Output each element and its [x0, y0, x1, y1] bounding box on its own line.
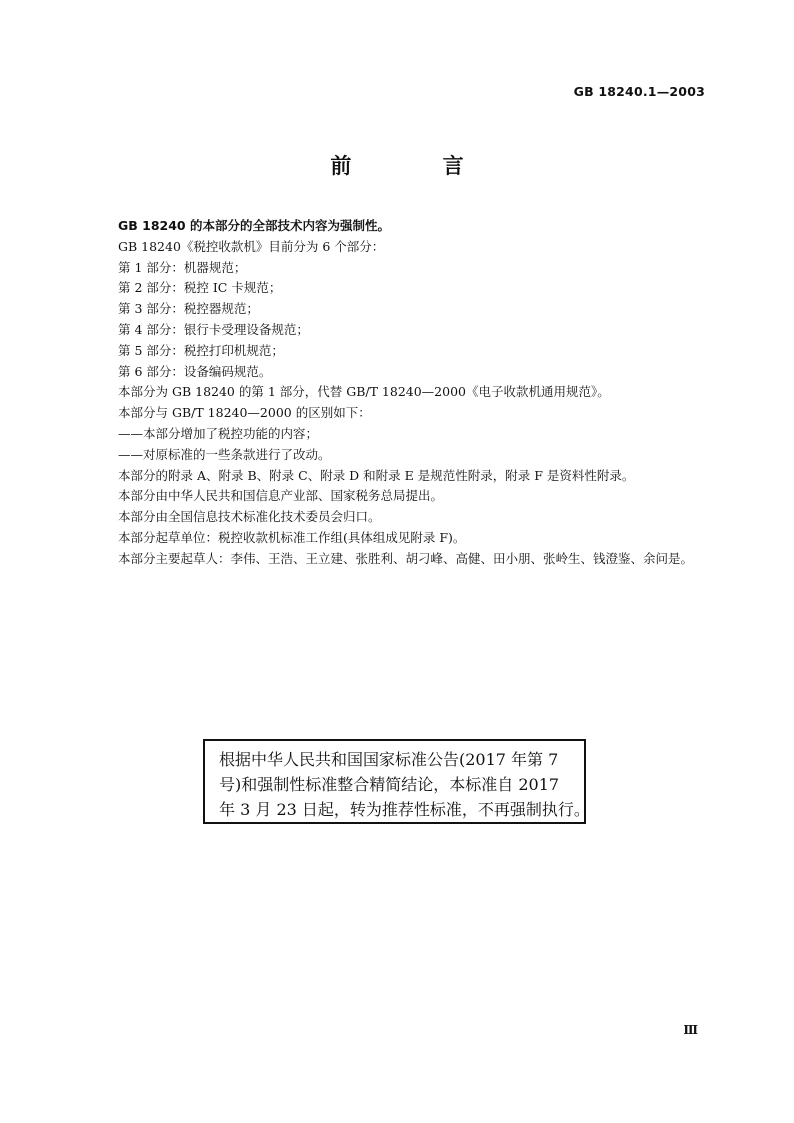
- paragraph-annexes: 本部分的附录 A、附录 B、附录 C、附录 D 和附录 E 是规范性附录，附录 F 是资料性附录。: [118, 467, 635, 483]
- paragraph-proposed-by: 本部分由中华人民共和国信息产业部、国家税务总局提出。: [118, 488, 444, 504]
- paragraph-part-4: 第 4 部分：银行卡受理设备规范；: [118, 321, 309, 337]
- standard-code: GB 18240.1—2003: [573, 84, 705, 99]
- paragraph-difference-2: ——对原标准的一些条款进行了改动。: [118, 446, 331, 462]
- paragraph-administered-by: 本部分由全国信息技术标准化技术委员会归口。: [118, 509, 381, 525]
- page-number: Ⅲ: [683, 1023, 698, 1037]
- paragraph-drafting-unit: 本部分起草单位：税控收款机标准工作组(具体组成见附录 F)。: [118, 529, 466, 545]
- paragraph-part-3: 第 3 部分：税控器规范；: [118, 301, 259, 317]
- status-notice-box: [203, 739, 590, 824]
- notice-line: 年 3 月 23 日起，转为推荐性标准，不再强制执行。: [219, 800, 590, 819]
- paragraph-difference-1: ——本部分增加了税控功能的内容；: [118, 425, 319, 441]
- preface-title: 前 言: [330, 154, 506, 178]
- notice-line: 根据中华人民共和国国家标准公告(2017 年第 7: [219, 750, 559, 769]
- paragraph-part-5: 第 5 部分：税控打印机规范；: [118, 342, 284, 358]
- paragraph-drafters: 本部分主要起草人：李伟、王浩、王立建、张胜利、胡刁峰、高健、田小朋、张岭生、钱澄鉴、余问是。: [118, 550, 694, 566]
- paragraph-part-2: 第 2 部分：税控 IC 卡规范；: [118, 280, 282, 296]
- paragraph-part-6: 第 6 部分：设备编码规范。: [118, 363, 272, 379]
- paragraph-replaces: 本部分为 GB 18240 的第 1 部分，代替 GB/T 18240—2000《电子收款机通用规范》。: [118, 384, 610, 400]
- notice-line: 号)和强制性标准整合精简结论，本标准自 2017: [219, 775, 560, 794]
- paragraph-differences-intro: 本部分与 GB/T 18240—2000 的区别如下：: [118, 405, 371, 421]
- paragraph-mandatory-statement: GB 18240 的本部分的全部技术内容为强制性。: [118, 218, 390, 233]
- paragraph-part-1: 第 1 部分：机器规范；: [118, 259, 247, 275]
- paragraph-parts-intro: GB 18240《税控收款机》目前分为 6 个部分：: [118, 238, 385, 254]
- preface-body: [118, 216, 718, 570]
